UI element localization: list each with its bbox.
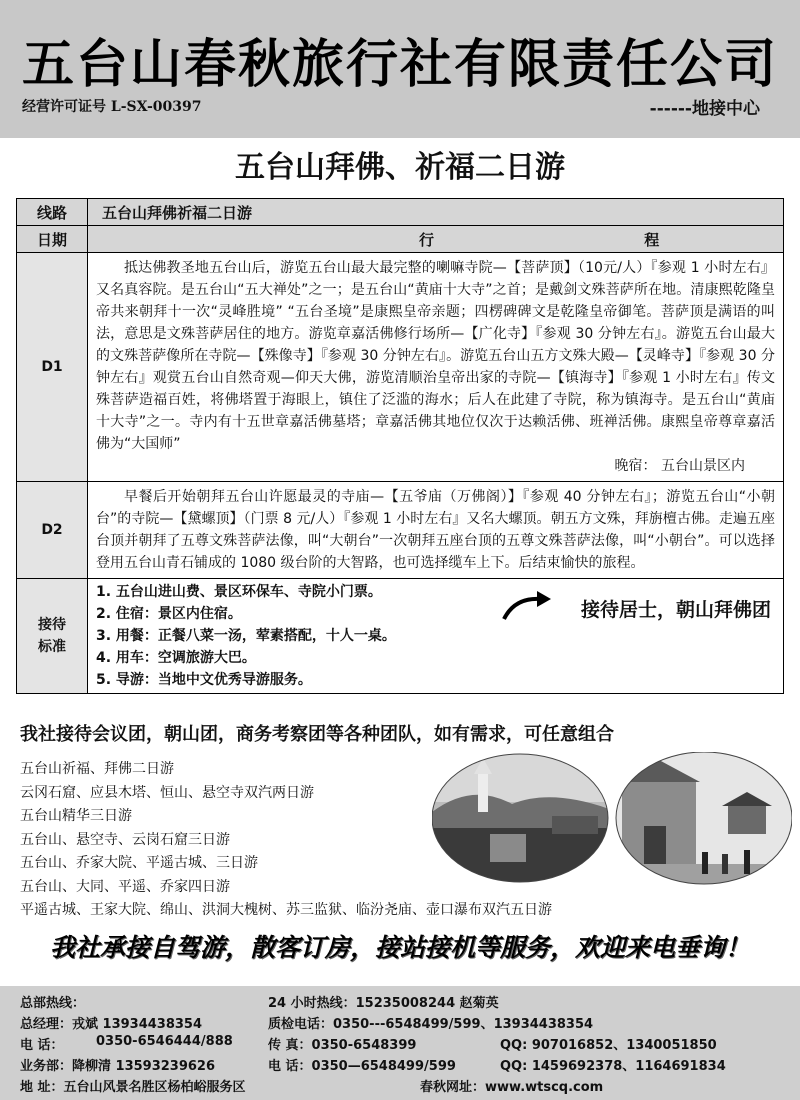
standard-item: 3. 用餐：正餐八菜一汤，荤素搭配，十人一桌。 bbox=[96, 628, 396, 644]
license-number: 经营许可证号 L-SX-00397 bbox=[22, 99, 202, 115]
itinerary-table bbox=[16, 198, 784, 694]
standards-label bbox=[17, 579, 88, 694]
website[interactable]: 春秋网址：www.wtscq.com bbox=[420, 1080, 604, 1095]
promo-banner: 我社接待会议团，朝山团，商务考察团等各种团队，如有需求，可任意组合 bbox=[20, 724, 614, 745]
standards-label-1: 接待 bbox=[38, 617, 66, 633]
phone-label: 电 话： bbox=[20, 1038, 64, 1053]
route-item: 五台山精华三日游 bbox=[20, 808, 132, 824]
standards-list bbox=[88, 579, 784, 694]
standards-row bbox=[17, 579, 784, 694]
day2-text: 早餐后开始朝拜五台山许愿最灵的寺庙—【五爷庙（万佛阁）】『参观 40 分钟左右』；游览五台山“小朝台”的寺院—【黛螺顶】（门票 8 元/人）『参观 1 小时左右』又名大螺顶。朝五方文殊，拜旃檀古佛。走遍五座台顶并朝拜了五尊文殊菩萨法像，叫“大朝台”一次朝拜五座台顶的五尊文殊菩萨法像，叫“小朝台”。可以选择登用五台山青石铺成的 1080 级台阶的大智路，也可选择缆车上下。后结束愉快的旅程。 bbox=[96, 489, 775, 571]
day1-description bbox=[88, 253, 784, 482]
page-title: 五台山拜佛、祈福二日游 bbox=[235, 150, 565, 185]
general-manager: 总经理：戎斌 13934438354 bbox=[20, 1017, 203, 1032]
route-item: 五台山祈福、拜佛二日游 bbox=[20, 761, 174, 777]
route-item: 五台山、悬空寺、云岗石窟三日游 bbox=[20, 831, 230, 848]
standard-item: 4. 用车：空调旅游大巴。 bbox=[96, 650, 256, 666]
day2-description bbox=[88, 482, 784, 579]
contact-footer bbox=[0, 986, 800, 1100]
business-dept: 业务部：降柳清 13593239626 bbox=[20, 1059, 216, 1074]
day2-label: D2 bbox=[17, 482, 88, 579]
standard-item: 1. 五台山进山费、景区环保车、寺院小门票。 bbox=[96, 584, 382, 600]
day1-label: D1 bbox=[17, 253, 88, 482]
route-item: 五台山、大同、平遥、乔家四日游 bbox=[20, 878, 230, 895]
standards-label-2: 标准 bbox=[38, 639, 66, 655]
curved-arrow-icon bbox=[501, 589, 553, 623]
itinerary-label-2: 程 bbox=[644, 230, 660, 249]
quality-phone: 质检电话：0350---6548499/599、13934438354 bbox=[268, 1017, 594, 1032]
fax-number: 传 真：0350-6548399 bbox=[268, 1038, 417, 1053]
route-item: 平遥古城、王家大院、绵山、洪洞大槐树、苏三监狱、临汾尧庙、壶口瀑布双汽五日游 bbox=[20, 902, 552, 918]
qq-numbers-1: QQ: 907016852、1340051850 bbox=[500, 1038, 717, 1053]
itinerary-header bbox=[88, 226, 784, 253]
hotline-label: 总部热线： bbox=[20, 996, 86, 1011]
temple-pond-photo bbox=[432, 752, 612, 890]
company-name: 五台山春秋旅行社有限责任公司 bbox=[22, 35, 779, 95]
header-banner bbox=[0, 0, 800, 138]
day1-stay: 晚宿： 五台山景区内 bbox=[614, 458, 745, 474]
standard-item: 2. 住宿：景区内住宿。 bbox=[96, 606, 242, 622]
address: 地 址：五台山风景名胜区杨柏峪服务区 bbox=[20, 1080, 246, 1095]
hotline-24h: 24 小时热线：15235008244 赵菊英 bbox=[268, 996, 499, 1011]
standard-item: 5. 导游：当地中文优秀导游服务。 bbox=[96, 672, 312, 688]
route-item: 云冈石窟、应县木塔、恒山、悬空寺双汽两日游 bbox=[20, 784, 314, 801]
scenery-photos bbox=[432, 752, 792, 890]
route-item: 五台山、乔家大院、平遥古城、三日游 bbox=[20, 855, 258, 871]
day1-text: 抵达佛教圣地五台山后，游览五台山最大最完整的喇嘛寺院—【菩萨顶】（10元/人）『参观 1 小时左右』又名真容院。是五台山“五大禅处”之一；是五台山“黄庙十大寺”之首；是戴剑文殊菩萨所在地。清康熙乾隆皇帝共来朝拜十一次“灵峰胜境” “五台圣境”是康熙皇帝亲题；四楞碑碑文是乾隆皇帝御笔。菩萨顶是满语的叫法，意思是文殊菩萨居住的地方。游览章嘉活佛修行场所—【广化寺】『参观 30 分钟左右』。游览五台山最大的文殊菩萨像所在寺院—【殊像寺】『参观 30 分钟左右』。游览五台山五方文殊大殿—【灵峰寺】『参观 30 分钟左右』观赏五台山自然奇观—仰天大佛，游览清顺治皇帝出家的寺院—【镇海寺】『参观 1 小时左右』传文殊菩萨造福百姓，将佛塔置于海眼上，镇住了泛滥的海水；后人在此建了寺院，称为镇海寺。是五台山“黄庙十大寺”之一。寺内有十五世章嘉活佛墓塔；章嘉活佛其地位仅次于达赖活佛、班禅活佛。康熙皇帝尊章嘉活佛为“大国师” bbox=[96, 260, 775, 452]
date-label: 日期 bbox=[17, 226, 88, 253]
qq-numbers-2: QQ: 1459692378、1164691834 bbox=[500, 1059, 726, 1074]
ancient-wall-photo bbox=[612, 752, 792, 890]
phone-number: 0350-6546444/888 bbox=[96, 1034, 233, 1049]
route-label: 线路 bbox=[17, 199, 88, 226]
route-value: 五台山拜佛祈福二日游 bbox=[88, 199, 784, 226]
date-header-row bbox=[17, 226, 784, 253]
phone-number-2: 电 话：0350—6548499/599 bbox=[268, 1059, 456, 1074]
route-row bbox=[17, 199, 784, 226]
reception-slogan: 接待居士，朝山拜佛团 bbox=[580, 599, 771, 621]
day1-row bbox=[17, 253, 784, 482]
ground-center-label: ------地接中心 bbox=[649, 99, 760, 119]
service-slogan: 我社承接自驾游，散客订房，接站接机等服务，欢迎来电垂询！ bbox=[49, 933, 750, 962]
day2-row bbox=[17, 482, 784, 579]
itinerary-label-1: 行 bbox=[418, 230, 434, 249]
